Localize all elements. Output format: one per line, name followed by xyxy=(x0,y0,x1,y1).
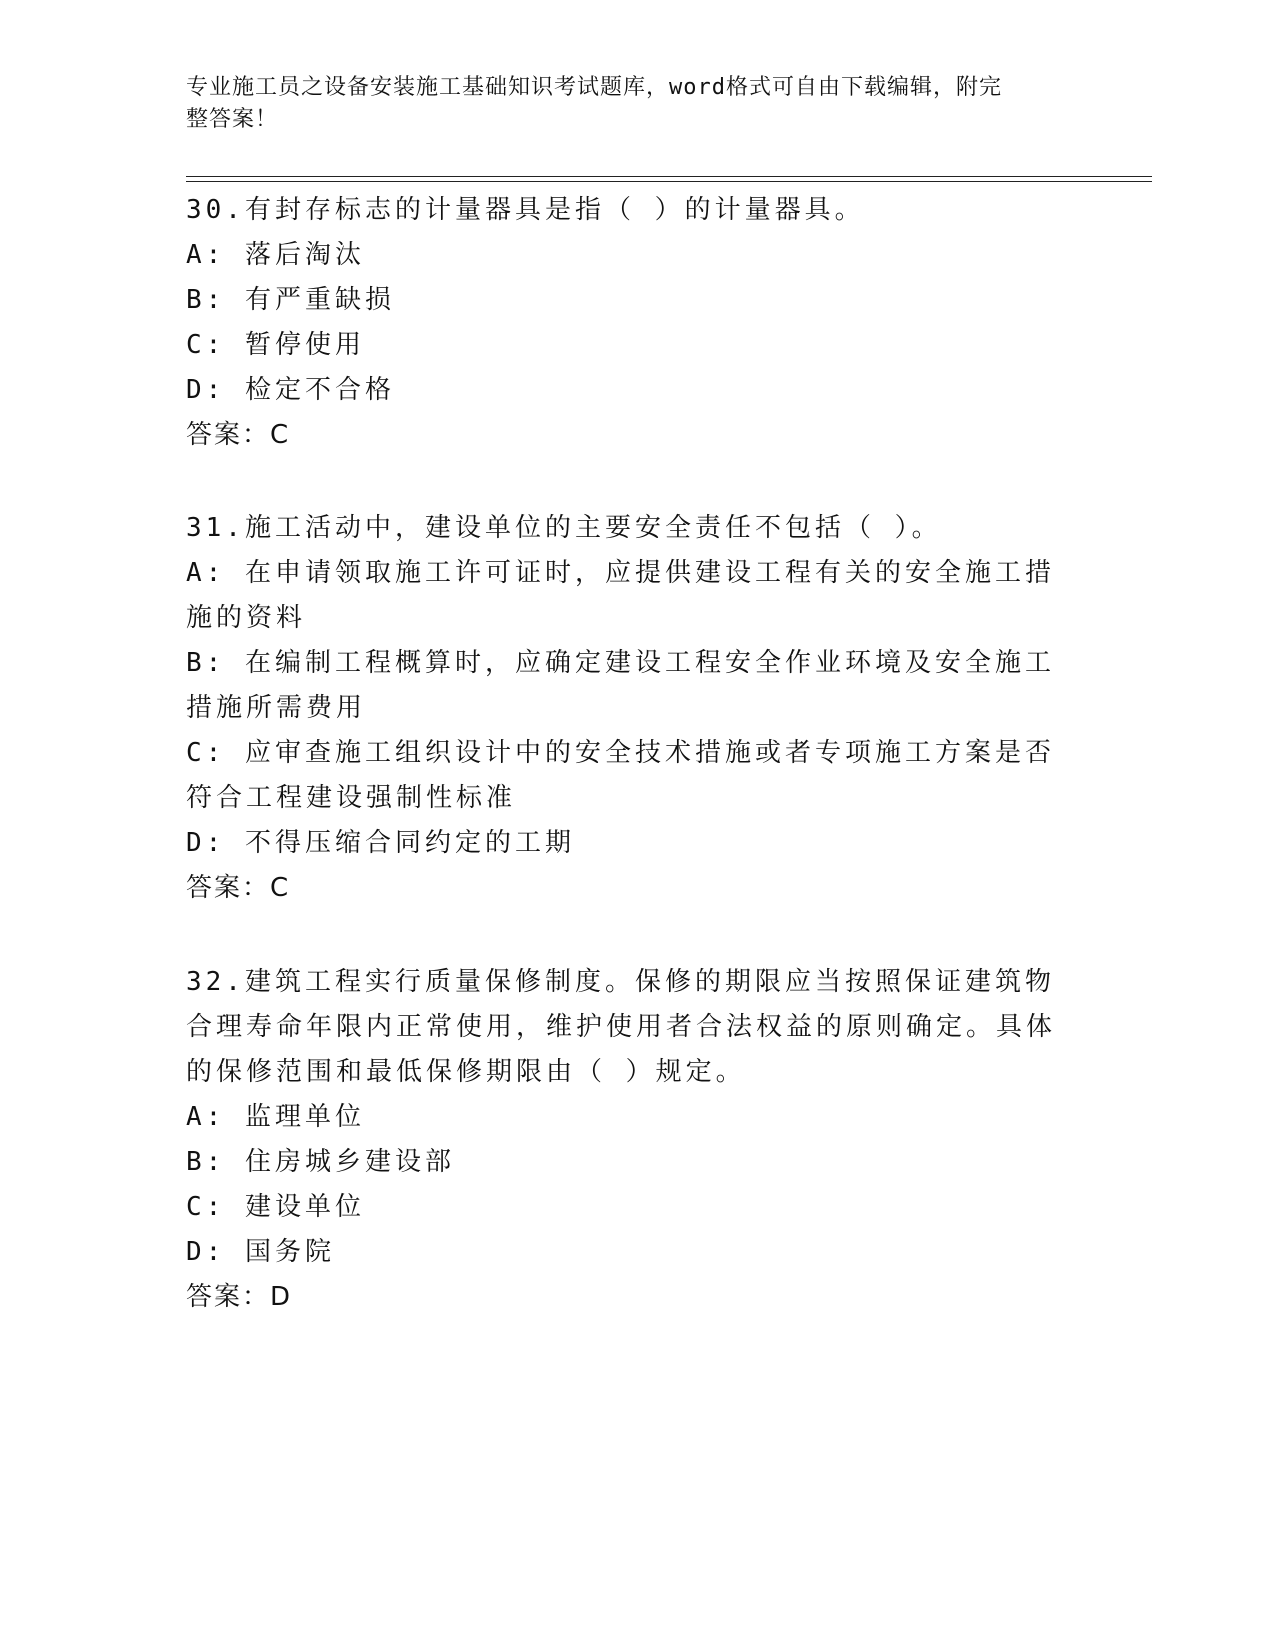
option-d: D: 检定不合格 xyxy=(186,375,395,405)
option-b: B: 住房城乡建设部 xyxy=(186,1147,455,1177)
option-b: B: 有严重缺损 xyxy=(186,285,395,315)
header-line-2: 整答案！ xyxy=(186,107,279,132)
answer: 答案：D xyxy=(186,1282,293,1312)
header-line-1: 专业施工员之设备安装施工基础知识考试题库，word格式可自由下载编辑，附完 xyxy=(186,75,1002,100)
option-a: A: 在申请领取施工许可证时，应提供建设工程有关的安全施工措施的资料 xyxy=(186,558,1055,633)
option-a: A: 监理单位 xyxy=(186,1102,365,1132)
question-31 xyxy=(186,506,1076,911)
option-d: D: 不得压缩合同约定的工期 xyxy=(186,828,575,858)
option-a: A: 落后淘汰 xyxy=(186,240,365,270)
option-c: C: 暂停使用 xyxy=(186,330,365,360)
question-stem: 30.有封存标志的计量器具是指（ ）的计量器具。 xyxy=(186,195,865,225)
option-c: C: 应审查施工组织设计中的安全技术措施或者专项施工方案是否符合工程建设强制性标准 xyxy=(186,738,1055,813)
question-32 xyxy=(186,960,1076,1320)
document-header xyxy=(186,72,1066,136)
answer: 答案：C xyxy=(186,420,291,450)
header-divider-bottom xyxy=(186,181,1152,182)
question-30 xyxy=(186,188,1076,458)
option-c: C: 建设单位 xyxy=(186,1192,365,1222)
answer: 答案：C xyxy=(186,873,291,903)
header-divider-top xyxy=(186,176,1152,177)
question-stem: 31.施工活动中，建设单位的主要安全责任不包括（ ）。 xyxy=(186,513,942,543)
option-d: D: 国务院 xyxy=(186,1237,335,1267)
question-stem: 32.建筑工程实行质量保修制度。保修的期限应当按照保证建筑物合理寿命年限内正常使用，维护使用者合法权益的原则确定。具体的保修范围和最低保修期限由（ ）规定。 xyxy=(186,967,1057,1087)
option-b: B: 在编制工程概算时，应确定建设工程安全作业环境及安全施工措施所需费用 xyxy=(186,648,1055,723)
